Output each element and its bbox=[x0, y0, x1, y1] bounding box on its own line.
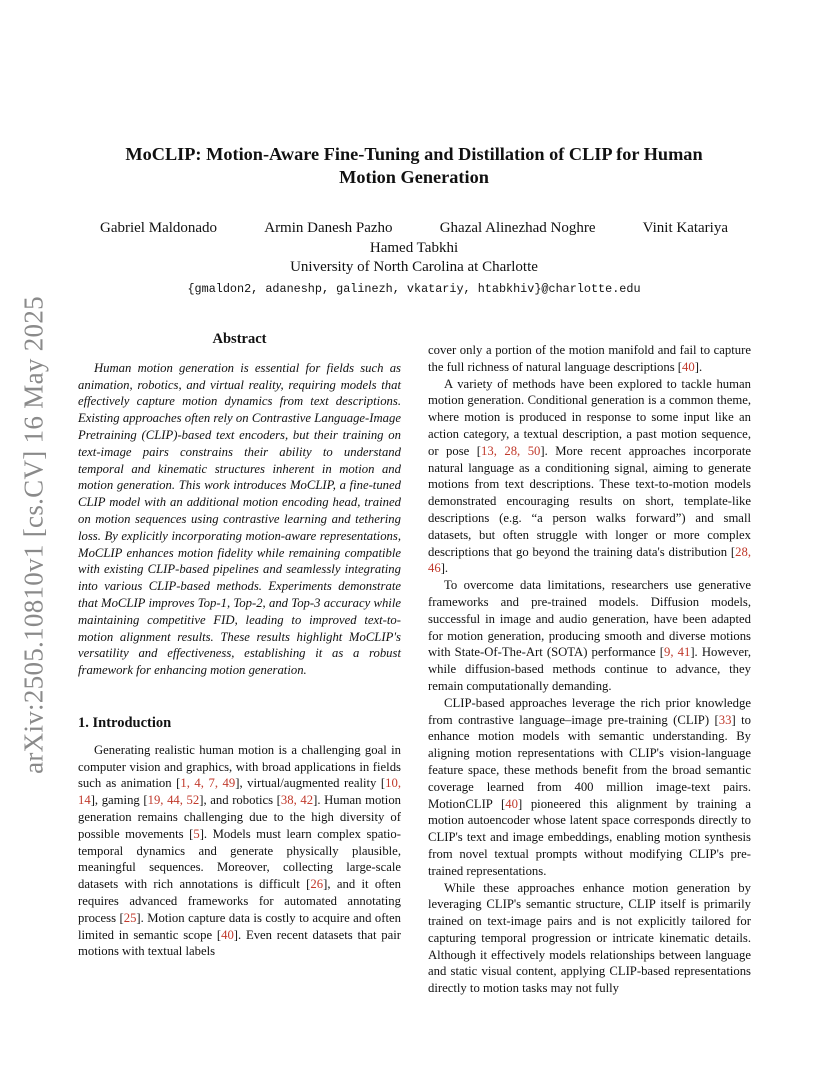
citation-link[interactable]: 26 bbox=[310, 877, 324, 892]
intro-paragraph bbox=[78, 742, 401, 960]
citation-link[interactable]: 19, 44, 52 bbox=[147, 793, 200, 808]
text-run: ]. However, while diffusion-based methods continue to advance, they remain computationally demanding. bbox=[428, 645, 752, 693]
citation-link[interactable]: 40 bbox=[505, 796, 518, 811]
text-run: ], and robotics [ bbox=[199, 793, 281, 808]
text-run: To overcome data limitations, researchers use generative frameworks and pre-trained models. Diffusion models, successful in image and audio generation, have been adapted for motion generation, producing smooth and diverse motions with State-Of-The-Art (SOTA) performance [ bbox=[428, 578, 751, 660]
citation-link[interactable]: 13, 28, 50 bbox=[481, 443, 541, 458]
text-run: ], virtual/augmented reality [ bbox=[235, 776, 386, 791]
citation-link[interactable]: 10, 14 bbox=[78, 776, 402, 808]
citation-link[interactable]: 38, 42 bbox=[280, 793, 314, 808]
body-paragraph bbox=[428, 342, 751, 376]
affiliation: University of North Carolina at Charlotte bbox=[290, 259, 538, 275]
citation-link[interactable]: 28, 46 bbox=[428, 544, 751, 576]
author-block bbox=[60, 219, 768, 299]
arxiv-identifier: arXiv:2505.10810v1 [cs.CV] 16 May 2025 bbox=[18, 296, 49, 774]
body-paragraph: While these approaches enhance motion generation by leveraging CLIP's semantic structure, CLIP itself is primarily trained on text-image pairs and is not explicitly tailored for capturing temporal progression or intricate kinematic details. Although it effectively models relationships between language and static visual content, applying CLIP-based representations directly to motion tasks may not fully bbox=[428, 880, 751, 996]
text-run: ]. Even recent datasets that pair motions with textual labels bbox=[78, 927, 401, 959]
paper-title bbox=[60, 143, 768, 189]
author-emails: {gmaldon2, adaneshp, galinezh, vkatariy, htabkhiv}@charlotte.edu bbox=[187, 281, 641, 296]
text-run: ]. Motion capture data is costly to acquire and often limited in semantic scope [ bbox=[78, 910, 401, 942]
text-run: CLIP-based approaches leverage the rich prior knowledge from contrastive language–image pre-training (CLIP) [ bbox=[428, 695, 751, 727]
author-name: Gabriel Maldonado bbox=[100, 220, 218, 236]
left-column bbox=[78, 331, 401, 960]
text-run: ]. bbox=[694, 359, 703, 374]
abstract-heading: Abstract bbox=[212, 331, 267, 347]
author-row bbox=[60, 219, 768, 239]
author-name: Ghazal Alinezhad Noghre bbox=[439, 220, 596, 236]
citation-link[interactable]: 1, 4, 7, 49 bbox=[180, 776, 236, 791]
title-line-2: Motion Generation bbox=[339, 167, 489, 187]
abstract-text: Human motion generation is essential for fields such as animation, robotics, and virtual reality, requiring models that effectively capture motion dynamics from text descriptions. Existing approaches often rely on Contrastive Language-Image Pretraining (CLIP)-based text encoders, but their training on text-image pairs constrains their ability to understand temporal and kinematic structures inherent in motion and motion generation. This work introduces MoCLIP, a fine-tuned CLIP model with an additional motion encoding head, trained on motion sequences using contrastive learning and tethering loss. By explicitly incorporating motion-aware representations, MoCLIP enhances motion fidelity while remaining compatible with existing CLIP-based pipelines and seamlessly integrating into various CLIP-based methods. Experiments demonstrate that MoCLIP improves Top-1, Top-2, and Top-3 accuracy while maintaining competitive FID, leading to improved text-to-motion alignment results. These results highlight MoCLIP's versatility and effectiveness, establishing it as a robust framework for enhancing motion generation. bbox=[78, 360, 401, 678]
citation-link[interactable]: 25 bbox=[123, 910, 137, 925]
author-name: Hamed Tabkhi bbox=[369, 239, 459, 256]
text-run: ]. Models must learn complex spatio-temporal dynamics and generate physically plausible, meaningful sequences. Moreover, collecting large-scale datasets with rich annotations is difficult [ bbox=[78, 826, 401, 892]
citation-link[interactable]: 33 bbox=[718, 712, 732, 727]
text-run: ] to enhance motion models with semantic understanding. By aligning motion representations with CLIP's vision-language feature space, these methods benefit from the broad semantic coverage learned from 400 million image-text pairs. MotionCLIP [ bbox=[428, 712, 751, 811]
text-run: Generating realistic human motion is a challenging goal in computer vision and graphics, with broad applications in fields such as animation [ bbox=[78, 742, 401, 791]
text-run: ], gaming [ bbox=[90, 793, 148, 808]
citation-link[interactable]: 5 bbox=[193, 826, 200, 841]
citation-link[interactable]: 40 bbox=[221, 927, 234, 942]
text-run: ], and it often requires advanced frameworks for automated annotating process [ bbox=[78, 877, 401, 925]
citation-link[interactable]: 9, 41 bbox=[664, 645, 691, 660]
section-heading-introduction: 1. Introduction bbox=[78, 714, 172, 731]
text-run: A variety of methods have been explored to tackle human motion generation. Conditional generation is a common theme, where motion is produced in response to some input like an action category, a textual description, a past motion sequence, or pose [ bbox=[428, 376, 751, 458]
author-name: Vinit Katariya bbox=[642, 220, 728, 236]
text-run: ]. More recent approaches incorporate natural language as a conditioning signal, aiming to generate motions from text descriptions. These text-to-motion models demonstrated encouraging results on short, template-like descriptions (e.g. “a person walks forward”) and small datasets, but often struggle with longer or more complex descriptions that go beyond the training data's distribution [ bbox=[428, 443, 752, 559]
arxiv-sidebar-stamp bbox=[10, 296, 58, 774]
citation-link[interactable]: 40 bbox=[682, 359, 695, 374]
author-name: Armin Danesh Pazho bbox=[264, 220, 393, 236]
body-paragraph bbox=[428, 695, 751, 880]
title-line-1: MoCLIP: Motion-Aware Fine-Tuning and Distillation of CLIP for Human bbox=[125, 144, 703, 164]
body-paragraph bbox=[428, 376, 751, 578]
text-run: ] pioneered this alignment by training a motion autoencoder whose latent space corresponds directly to CLIP's text and image embeddings, enabling motion synthesis from novel textual prompts without modifying CLIP's pre-trained representations. bbox=[428, 796, 751, 878]
text-run: cover only a portion of the motion manifold and fail to capture the full richness of natural language descriptions [ bbox=[428, 343, 751, 374]
body-paragraph bbox=[428, 577, 751, 695]
text-run: ]. bbox=[440, 561, 449, 576]
text-run: ]. Human motion generation remains challenging due to the high diversity of possible movements [ bbox=[78, 793, 402, 841]
right-column bbox=[428, 342, 751, 997]
